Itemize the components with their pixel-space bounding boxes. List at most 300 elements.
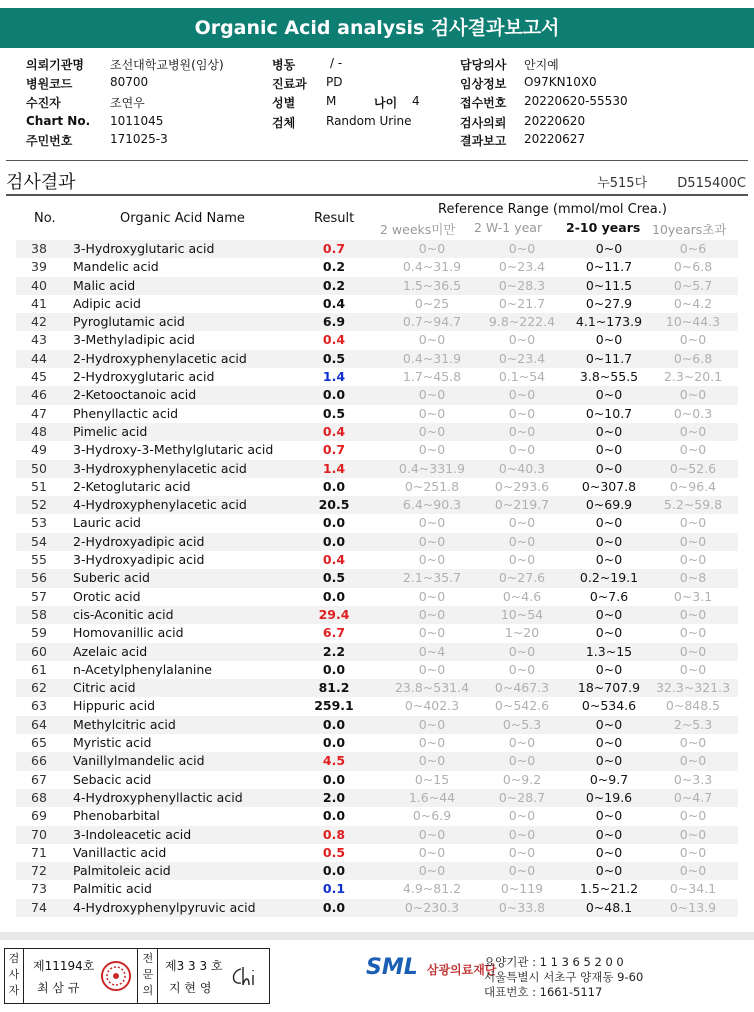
table-row [16,588,738,606]
row-result: 0.0 [322,533,346,549]
row-result: 0.4 [322,552,346,568]
row-acid-name: Myristic acid [73,735,152,751]
table-header [0,198,754,238]
row-result: 2.2 [322,643,346,659]
row-no: 47 [31,405,47,421]
row-ref-under-2weeks: 0~251.8 [404,478,460,494]
row-acid-name: Methylcitric acid [73,716,176,732]
col-ref-4: 10years초과 [652,222,727,237]
col-name: Organic Acid Name [120,211,245,226]
row-ref-over-10years: 0~0 [679,844,707,860]
row-ref-over-10years: 0~34.1 [669,881,717,897]
row-result: 20.5 [318,497,350,513]
row-ref-2-10years: 0~0 [595,533,623,549]
row-ref-2w-1year: 0~0 [508,643,536,659]
row-ref-2-10years: 0~307.8 [581,478,637,494]
table-row [16,899,738,917]
row-no: 68 [31,789,47,805]
specialist-name: 지 현 영 [169,981,212,995]
row-acid-name: 3-Hydroxyadipic acid [73,552,205,568]
row-ref-2w-1year: 0~0 [508,405,536,421]
table-row [16,771,738,789]
row-result: 0.0 [322,716,346,732]
row-no: 49 [31,442,47,458]
table-row [16,277,738,295]
row-acid-name: 2-Ketooctanoic acid [73,387,197,403]
row-ref-over-10years: 0~6.8 [673,259,713,275]
row-acid-name: Pimelic acid [73,423,148,439]
row-no: 52 [31,497,47,513]
row-no: 58 [31,606,47,622]
row-result: 0.4 [322,332,346,348]
row-ref-over-10years: 10~44.3 [665,314,721,330]
row-ref-under-2weeks: 0~0 [418,863,446,879]
dept-value: PD [326,75,343,89]
col-ref-1: 2 weeks미만 [380,222,456,237]
row-ref-under-2weeks: 0.4~31.9 [402,350,462,366]
row-result: 6.7 [322,625,346,641]
row-acid-name: 4-Hydroxyphenylpyruvic acid [73,899,256,915]
row-no: 39 [31,259,47,275]
row-ref-over-10years: 0~4.7 [673,789,713,805]
table-row [16,697,738,715]
row-ref-2-10years: 0~19.6 [585,789,633,805]
row-ref-2w-1year: 0~28.3 [498,277,546,293]
row-result: 0.0 [322,899,346,915]
row-ref-2w-1year: 0~0 [508,808,536,824]
row-ref-under-2weeks: 0~0 [418,533,446,549]
row-no: 40 [31,277,47,293]
row-acid-name: 4-Hydroxyphenylacetic acid [73,497,247,513]
row-ref-2w-1year: 0~0 [508,661,536,677]
row-ref-2w-1year: 0~27.6 [498,570,546,586]
row-ref-2w-1year: 0~0 [508,423,536,439]
row-result: 4.5 [322,753,346,769]
row-result: 0.0 [322,808,346,824]
row-ref-2w-1year: 0~40.3 [498,460,546,476]
table-row [16,386,738,404]
report-date-value: 20220627 [524,132,586,146]
row-ref-over-10years: 0~5.7 [673,277,713,293]
col-ref-2: 2 W-1 year [474,220,543,235]
request-label: 검사의뢰 [460,116,507,130]
row-ref-over-10years: 0~0 [679,753,707,769]
row-ref-over-10years: 0~0 [679,863,707,879]
row-acid-name: 3-Methyladipic acid [73,332,195,348]
age-label: 나이 [374,96,398,110]
row-ref-2-10years: 0~0 [595,625,623,641]
row-result: 0.5 [322,844,346,860]
row-ref-2w-1year: 0~219.7 [494,497,550,513]
row-ref-over-10years: 0~0 [679,533,707,549]
row-no: 74 [31,899,47,915]
table-row [16,880,738,898]
table-row [16,734,738,752]
row-no: 64 [31,716,47,732]
row-result: 0.4 [322,295,346,311]
row-acid-name: Lauric acid [73,515,141,531]
row-ref-2-10years: 0~48.1 [585,899,633,915]
row-acid-name: Vanillactic acid [73,844,167,860]
row-result: 0.4 [322,423,346,439]
row-ref-under-2weeks: 1.6~44 [408,789,456,805]
report-title-bar [0,8,754,48]
row-acid-name: Vanillylmandelic acid [73,753,205,769]
request-value: 20220620 [524,114,586,128]
col-reference: Reference Range (mmol/mol Crea.) [438,202,667,217]
specialist-signature-icon [227,961,263,991]
row-ref-2w-1year: 0~28.7 [498,789,546,805]
row-ref-under-2weeks: 0~0 [418,387,446,403]
row-result: 0.0 [322,387,346,403]
row-acid-name: Sebacic acid [73,771,152,787]
row-ref-over-10years: 0~0 [679,826,707,842]
row-result: 29.4 [318,606,350,622]
row-ref-2-10years: 1.3~15 [585,643,633,659]
row-ref-under-2weeks: 0~230.3 [404,899,460,915]
row-ref-over-10years: 0~52.6 [669,460,717,476]
row-ref-under-2weeks: 0~0 [418,332,446,348]
table-row [16,826,738,844]
row-ref-over-10years: 0~0 [679,808,707,824]
row-result: 0.0 [322,863,346,879]
row-ref-2-10years: 0~0 [595,460,623,476]
table-row [16,368,738,386]
row-no: 71 [31,844,47,860]
row-ref-2-10years: 0~0 [595,753,623,769]
row-ref-under-2weeks: 6.4~90.3 [402,497,462,513]
chart-no-label: Chart No. [26,114,91,128]
row-ref-over-10years: 0~96.4 [669,478,717,494]
row-no: 70 [31,826,47,842]
table-top-border [6,194,748,196]
row-ref-under-2weeks: 1.7~45.8 [402,369,462,385]
ward-value: / - [330,56,343,70]
row-ref-over-10years: 0~0 [679,515,707,531]
table-row [16,331,738,349]
row-ref-under-2weeks: 0~0 [418,241,446,256]
row-no: 45 [31,369,47,385]
table-row [16,533,738,551]
row-ref-2-10years: 0~11.7 [585,259,633,275]
row-ref-over-10years: 0~848.5 [665,698,721,714]
table-row [16,496,738,514]
row-ref-2w-1year: 0.1~54 [498,369,546,385]
row-ref-2w-1year: 0~33.8 [498,899,546,915]
row-ref-2w-1year: 0~119 [500,881,544,897]
row-ref-2-10years: 0~27.9 [585,295,633,311]
row-ref-under-2weeks: 1.5~36.5 [402,277,462,293]
table-row [16,807,738,825]
table-row [16,789,738,807]
row-ref-over-10years: 0~0 [679,661,707,677]
sign-sep-2 [137,949,138,1003]
org-number: 요양기관 : 1 1 3 6 5 2 0 0 [484,955,624,969]
row-no: 62 [31,680,47,696]
row-ref-2-10years: 0~11.5 [585,277,633,293]
row-ref-under-2weeks: 0~0 [418,588,446,604]
age-value: 4 [412,94,420,108]
specimen-label: 검체 [272,116,296,130]
patient-info [0,56,754,151]
row-result: 0.0 [322,771,346,787]
row-ref-over-10years: 0~0 [679,423,707,439]
row-no: 55 [31,552,47,568]
row-acid-name: 3-Indoleacetic acid [73,826,192,842]
row-ref-2w-1year: 0~9.2 [502,771,542,787]
sex-label: 성별 [272,96,296,110]
row-ref-2-10years: 0~0 [595,552,623,568]
org-phone: 대표번호 : 1661-5117 [484,985,603,999]
row-result: 0.0 [322,588,346,604]
row-result: 0.5 [322,405,346,421]
row-ref-under-2weeks: 0.4~31.9 [402,259,462,275]
row-ref-over-10years: 0~6.8 [673,350,713,366]
row-ref-2w-1year: 0~467.3 [494,680,550,696]
clinical-label: 임상정보 [460,77,507,91]
row-no: 73 [31,881,47,897]
row-no: 48 [31,423,47,439]
row-acid-name: 3-Hydroxyphenylacetic acid [73,460,247,476]
results-section-title: 검사결과 [6,172,76,193]
row-ref-under-2weeks: 0~0 [418,716,446,732]
chart-no-value: 1011045 [110,114,164,128]
row-no: 43 [31,332,47,348]
row-ref-2w-1year: 0~23.4 [498,259,546,275]
row-ref-over-10years: 5.2~59.8 [663,497,723,513]
col-result: Result [314,211,355,226]
collector-label: 수진자 [26,96,61,110]
row-ref-under-2weeks: 2.1~35.7 [402,570,462,586]
row-ref-over-10years: 0~0 [679,387,707,403]
row-result: 0.7 [322,442,346,458]
row-ref-2-10years: 18~707.9 [577,680,641,696]
tester-seal-icon [99,959,133,993]
report-date-label: 결과보고 [460,134,507,148]
row-ref-2w-1year: 0~0 [508,863,536,879]
row-ref-2-10years: 0~9.7 [589,771,629,787]
clinical-value: O97KN10X0 [524,75,597,89]
row-no: 59 [31,625,47,641]
code-2: D515400C [677,176,746,191]
row-result: 0.0 [322,735,346,751]
code-1: 누515다 [597,176,648,191]
row-no: 61 [31,661,47,677]
row-ref-2-10years: 0~69.9 [585,497,633,513]
sign-sep-1 [23,949,24,1003]
row-result: 0.0 [322,478,346,494]
row-result: 1.4 [322,369,346,385]
row-no: 57 [31,588,47,604]
row-ref-over-10years: 0~3.3 [673,771,713,787]
table-row [16,606,738,624]
table-row [16,844,738,862]
row-ref-2w-1year: 0~0 [508,735,536,751]
divider [6,160,748,161]
row-result: 0.1 [322,881,346,897]
table-body [16,240,738,917]
row-ref-2w-1year: 0~0 [508,387,536,403]
row-ref-2-10years: 0~10.7 [585,405,633,421]
row-result: 0.2 [322,259,346,275]
org-street: 서울특별시 서초구 양재동 9-60 [484,970,644,984]
row-ref-under-2weeks: 0.4~331.9 [398,460,466,476]
resident-no-label: 주민번호 [26,134,73,148]
specialist-vertical-label: 전문의 [142,952,154,997]
row-acid-name: cis-Aconitic acid [73,606,174,622]
hospital-code-label: 병원코드 [26,77,73,91]
row-acid-name: Orotic acid [73,588,141,604]
row-ref-under-2weeks: 0~6.9 [412,808,452,824]
row-ref-over-10years: 2~5.3 [673,716,713,732]
row-no: 56 [31,570,47,586]
row-no: 65 [31,735,47,751]
row-ref-under-2weeks: 0~0 [418,661,446,677]
row-ref-under-2weeks: 0~0 [418,515,446,531]
institution-label: 의뢰기관명 [26,58,84,72]
row-acid-name: Pyroglutamic acid [73,314,185,330]
row-ref-2w-1year: 0~21.7 [498,295,546,311]
row-result: 6.9 [322,314,346,330]
row-ref-2-10years: 0~0 [595,515,623,531]
table-row [16,752,738,770]
col-ref-3: 2-10 years [566,220,641,235]
row-ref-2-10years: 0.2~19.1 [579,570,639,586]
row-no: 38 [31,241,47,256]
row-ref-2-10years: 0~0 [595,716,623,732]
table-row [16,313,738,331]
row-ref-under-2weeks: 0~0 [418,753,446,769]
row-result: 259.1 [314,698,354,714]
row-acid-name: 3-Hydroxy-3-Methylglutaric acid [73,442,274,458]
doctor-value: 안지예 [524,58,559,72]
row-result: 0.5 [322,350,346,366]
row-ref-2-10years: 0~0 [595,606,623,622]
row-no: 67 [31,771,47,787]
row-ref-2-10years: 0~7.6 [589,588,629,604]
row-ref-2-10years: 0~0 [595,241,623,256]
row-ref-2w-1year: 1~20 [504,625,540,641]
row-ref-2-10years: 0~0 [595,863,623,879]
row-acid-name: Hippuric acid [73,698,156,714]
footer-divider [0,932,754,940]
row-ref-2w-1year: 0~23.4 [498,350,546,366]
row-ref-over-10years: 2.3~20.1 [663,369,723,385]
row-acid-name: 2-Hydroxyglutaric acid [73,369,215,385]
row-ref-2w-1year: 0~0 [508,753,536,769]
row-no: 63 [31,698,47,714]
row-no: 42 [31,314,47,330]
row-no: 51 [31,478,47,494]
row-acid-name: n-Acetylphenylalanine [73,661,212,677]
row-acid-name: Suberic acid [73,570,150,586]
row-ref-under-2weeks: 0~0 [418,735,446,751]
row-ref-under-2weeks: 0~0 [418,405,446,421]
row-ref-2-10years: 0~0 [595,387,623,403]
row-ref-over-10years: 0~0 [679,735,707,751]
row-ref-under-2weeks: 0~4 [418,643,446,659]
table-row [16,679,738,697]
row-ref-under-2weeks: 0~0 [418,625,446,641]
resident-no-value: 171025-3 [110,132,168,146]
row-ref-2-10years: 0~0 [595,423,623,439]
table-row [16,295,738,313]
row-ref-under-2weeks: 0~0 [418,423,446,439]
row-result: 0.2 [322,277,346,293]
row-ref-2-10years: 4.1~173.9 [575,314,643,330]
row-ref-under-2weeks: 0~0 [418,844,446,860]
table-row [16,240,738,258]
table-row [16,569,738,587]
row-acid-name: 2-Hydroxyadipic acid [73,533,205,549]
row-ref-2-10years: 0~0 [595,844,623,860]
table-row [16,258,738,276]
row-ref-over-10years: 0~6 [679,241,707,256]
row-result: 1.4 [322,460,346,476]
row-ref-2-10years: 0~0 [595,442,623,458]
row-no: 41 [31,295,47,311]
row-acid-name: Adipic acid [73,295,141,311]
sex-value: M [326,94,337,108]
row-ref-under-2weeks: 0~15 [414,771,450,787]
row-ref-over-10years: 0~4.2 [673,295,713,311]
row-acid-name: 2-Hydroxyphenylacetic acid [73,350,247,366]
row-acid-name: 2-Ketoglutaric acid [73,478,191,494]
row-ref-over-10years: 0~0 [679,332,707,348]
receipt-value: 20220620-55530 [524,94,628,108]
row-no: 60 [31,643,47,659]
row-result: 0.7 [322,241,346,256]
row-ref-2w-1year: 0~0 [508,442,536,458]
tester-vertical-label: 검사자 [8,952,20,997]
org-address [484,955,643,1000]
row-ref-2w-1year: 0~0 [508,844,536,860]
table-row [16,716,738,734]
row-acid-name: 4-Hydroxyphenyllactic acid [73,789,243,805]
table-row [16,643,738,661]
receipt-label: 접수번호 [460,96,507,110]
row-result: 0.5 [322,570,346,586]
row-result: 0.0 [322,661,346,677]
row-ref-2-10years: 1.5~21.2 [579,881,639,897]
row-acid-name: Azelaic acid [73,643,148,659]
row-result: 0.0 [322,515,346,531]
col-no: No. [34,211,56,226]
row-ref-2w-1year: 0~0 [508,552,536,568]
row-ref-over-10years: 0~8 [679,570,707,586]
row-ref-2-10years: 3.8~55.5 [579,369,639,385]
row-ref-under-2weeks: 0~0 [418,442,446,458]
row-ref-2-10years: 0~534.6 [581,698,637,714]
row-ref-over-10years: 0~0 [679,552,707,568]
row-ref-over-10years: 0~0 [679,442,707,458]
row-ref-over-10years: 0~0 [679,625,707,641]
row-acid-name: Phenyllactic acid [73,405,179,421]
doctor-label: 담당의사 [460,58,507,72]
report-title: Organic Acid analysis 검사결과보고서 [194,17,560,39]
row-ref-over-10years: 0~3.1 [673,588,713,604]
row-no: 72 [31,863,47,879]
row-ref-2-10years: 0~11.7 [585,350,633,366]
row-ref-over-10years: 0~0 [679,643,707,659]
table-row [16,478,738,496]
hospital-code-value: 80700 [110,75,149,89]
row-ref-2w-1year: 0~4.6 [502,588,542,604]
table-row [16,661,738,679]
row-ref-over-10years: 32.3~321.3 [655,680,731,696]
ward-label: 병동 [272,58,296,72]
row-acid-name: Palmitoleic acid [73,863,171,879]
